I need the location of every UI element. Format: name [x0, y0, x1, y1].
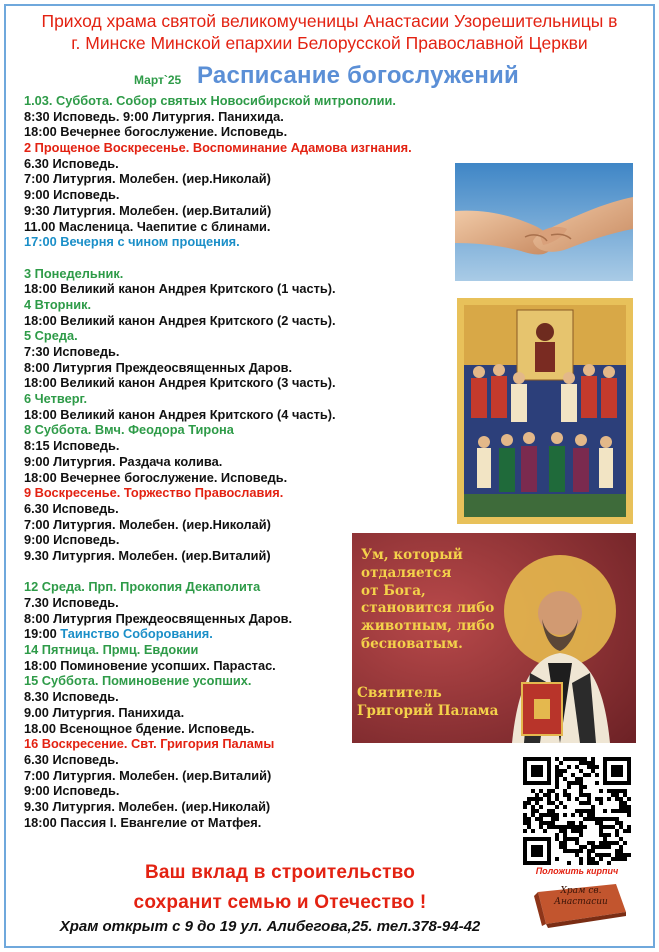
schedule-line: 8:00 Литургия Преждеосвященных Даров. — [24, 610, 293, 626]
schedule-line: 6.30 Исповедь. — [24, 751, 119, 767]
schedule-line: 9.30 Литургия. Молебен. (иер.Николай) — [24, 798, 271, 814]
schedule-line: 9:00 Исповедь. — [24, 187, 120, 203]
schedule-line: 9.30 Литургия. Молебен. (иер.Виталий) — [24, 547, 271, 563]
opening-hours-footer: Храм открыт с 9 до 19 ул. Алибегова,25. тел.378-94-42 — [59, 918, 481, 935]
schedule-line: 18:00 Великий канон Андрея Критского (2 часть). — [24, 312, 336, 328]
schedule-line: 7:00 Литургия. Молебен. (иер.Николай) — [24, 171, 271, 187]
quote-text: Ум, который отдаляется от Бога, становится либо животным, либо бесноватым. — [361, 547, 495, 652]
schedule-line: 7.30 Исповедь. — [24, 595, 119, 610]
schedule-day-heading: 12 Среда. Прп. Прокопия Декаполита — [24, 579, 261, 595]
parish-header-line2: г. Минске Минской епархии Белорусской Православной Церкви — [71, 33, 588, 53]
schedule-day-heading: 8 Суббота. Вмч. Феодора Тирона — [24, 422, 234, 438]
schedule-line: 8:30 Исповедь. 9:00 Литургия. Панихида. — [24, 108, 284, 124]
donate-brick-label[interactable]: Положить кирпич — [535, 866, 619, 876]
schedule-day-heading: 4 Вторник. — [24, 296, 92, 312]
schedule-line: 6.30 Исповедь. — [24, 155, 119, 171]
schedule-line: 18:00 Вечернее богослужение. Исповедь. — [24, 469, 288, 485]
schedule-line: 7:00 Литургия. Молебен. (иер.Николай) — [24, 516, 271, 532]
schedule-line: 11.00 Масленица. Чаепитие с блинами. — [24, 218, 271, 234]
schedule-line: 8.30 Исповедь. — [24, 689, 119, 705]
schedule-day-heading: 2 Прощеное Воскресенье. Воспоминание Адамова изгнания. — [24, 140, 412, 156]
handshake-image — [455, 163, 633, 281]
schedule-day-heading: 1.03. Суббота. Собор святых Новосибирской митрополии. — [24, 93, 396, 108]
parish-header — [8, 10, 651, 54]
schedule-line: 18:00 Поминовение усопших. Парастас. — [24, 657, 276, 673]
schedule-line: 9:00 Исповедь. — [24, 783, 120, 799]
schedule-line: 8:00 Литургия Преждеосвященных Даров. — [24, 359, 293, 375]
schedule-line: 7:00 Литургия. Молебен. (иер.Виталий) — [24, 767, 272, 783]
schedule-line: 9:00 Исповедь. — [24, 532, 120, 548]
schedule-line: 9:30 Литургия. Молебен. (иер.Виталий) — [24, 202, 272, 218]
schedule-line: 18:00 Великий канон Андрея Критского (1 часть). — [24, 281, 336, 297]
schedule-line: 18:00 Великий канон Андрея Критского (3 часть). — [24, 375, 336, 391]
appeal-line1: Ваш вклад в строительство — [144, 862, 416, 883]
parish-header-line1: Приход храма святой великомученицы Анастасии Узорешительницы в — [41, 11, 618, 31]
month-label: Март`25 — [134, 73, 182, 87]
brick-text: Храм св. Анастасии — [554, 886, 608, 907]
schedule-day-heading: 5 Среда. — [24, 328, 78, 344]
quote-signature: Святитель Григорий Палама — [357, 685, 499, 719]
schedule-line: 7:30 Исповедь. — [24, 344, 120, 359]
schedule-line: 18:00 Вечернее богослужение. Исповедь. — [24, 124, 288, 140]
schedule-line: 18:00 Великий канон Андрея Критского (4 часть). — [24, 406, 336, 422]
schedule-service: Таинство Соборования. — [60, 626, 213, 642]
schedule-day-heading: 9 Воскресенье. Торжество Православия. — [24, 485, 284, 501]
schedule-time: 19:00 — [24, 626, 61, 642]
schedule-day-heading: 6 Четверг. — [24, 391, 88, 407]
schedule-line: 9:00 Литургия. Раздача колива. — [24, 453, 223, 469]
schedule-day-heading: 17:00 Вечерня с чином прощения. — [24, 234, 240, 250]
qr-code[interactable] — [523, 757, 631, 865]
donation-appeal — [60, 858, 500, 918]
appeal-line2: сохранит семью и Отечество ! — [133, 892, 427, 913]
schedule-day-heading: 15 Суббота. Поминовение усопших. — [24, 673, 252, 689]
schedule-line: 9.00 Литургия. Панихида. — [24, 704, 185, 720]
schedule-gap — [24, 250, 464, 266]
orthodoxy-icon-image — [457, 298, 633, 524]
schedule-line: 8:15 Исповедь. — [24, 438, 120, 454]
schedule-line: 18.00 Всенощное бдение. Исповедь. — [24, 720, 255, 736]
schedule-day-heading: 14 Пятница. Прмц. Евдокии — [24, 642, 199, 658]
gregory-palamas-quote-card — [352, 533, 636, 743]
schedule-day-heading: 3 Понедельник. — [24, 265, 124, 281]
schedule-line: 18:00 Пассия I. Евангелие от Матфея. — [24, 814, 262, 830]
page-title: Расписание богослужений — [197, 62, 519, 89]
schedule-day-heading: 16 Воскресение. Свт. Григория Паламы — [24, 736, 275, 752]
schedule-line: 6.30 Исповедь. — [24, 500, 119, 516]
